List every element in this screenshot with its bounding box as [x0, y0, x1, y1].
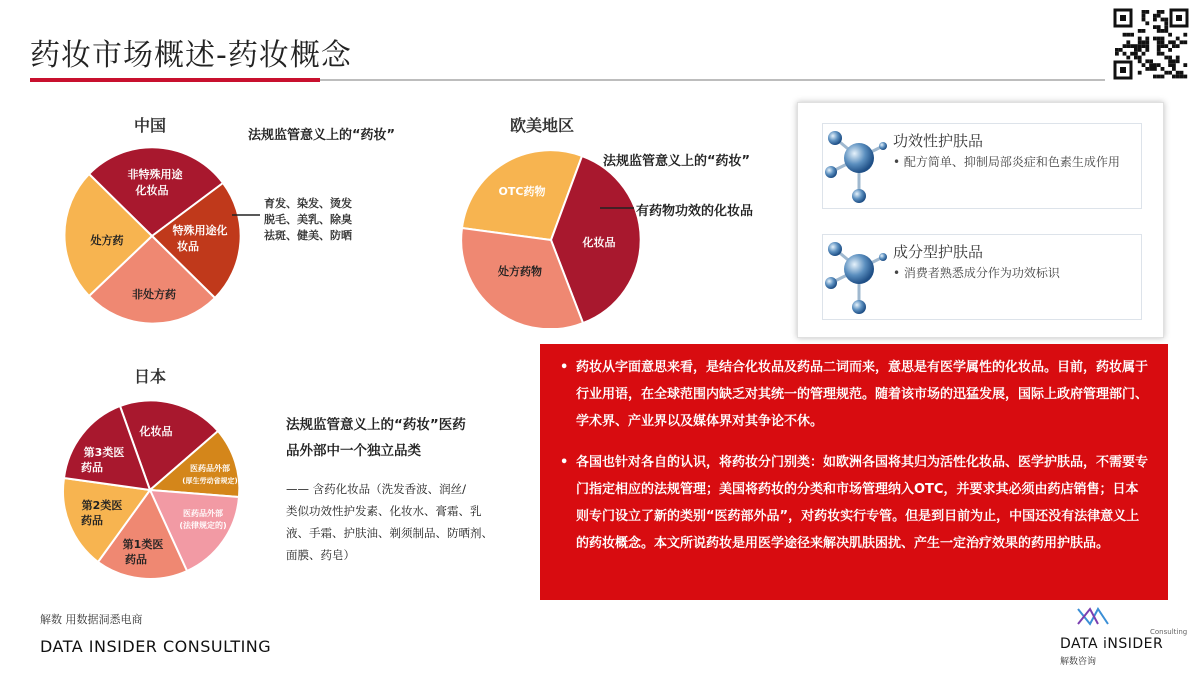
- logo-small-text: Consulting: [1150, 628, 1188, 636]
- japan-label-class3-1: 第3类医: [83, 446, 125, 459]
- summary-box: [540, 344, 1168, 600]
- japan-note-line-1: —— 含药化妆品（洗发香波、润丝/: [286, 482, 467, 496]
- china-label-special: 特殊用途化: [172, 224, 228, 237]
- logo-mark-icon: [1076, 606, 1110, 628]
- card-title: 成分型护肤品: [893, 243, 984, 261]
- japan-note-line-3: 液、手霜、护肤油、剃须制品、防晒剂、: [286, 526, 493, 540]
- west-callout-line: [600, 205, 636, 211]
- card-bullet-text: 配方简单、抑制局部炎症和色素生成作用: [903, 155, 1120, 169]
- japan-heading: [286, 412, 466, 464]
- china-callout-line-3: 祛斑、健美、防晒: [264, 229, 352, 242]
- footer-tagline: 解数 用数据洞悉电商: [40, 613, 143, 626]
- japan-label-ministry-1: 医药品外部: [190, 464, 230, 473]
- china-pie-chart: [60, 146, 250, 332]
- title-accent-bar: [30, 78, 320, 82]
- china-label-rx: 处方药: [90, 234, 124, 247]
- japan-label-class1-2: 药品: [125, 553, 147, 566]
- logo-main-text: DATA iNSIDER: [1060, 636, 1164, 652]
- japan-note-line-2: 类似功效性护发素、化妆水、膏霜、乳: [286, 504, 482, 518]
- molecule-icon: [823, 126, 893, 208]
- china-callout-line-1: 育发、染发、烫发: [264, 197, 352, 210]
- japan-region-label: 日本: [134, 367, 167, 386]
- japan-label-law-2: (法律规定的): [179, 521, 227, 530]
- japan-pie-chart: [58, 398, 248, 584]
- china-label-special-2: 妆品: [177, 240, 199, 253]
- china-label-non-special: 非特殊用途: [127, 168, 183, 181]
- west-label-rx: 处方药物: [498, 265, 542, 278]
- west-label-otc: OTC药物: [498, 185, 546, 198]
- japan-label-cosmetics: 化妆品: [139, 425, 173, 438]
- japan-label-class2-2: 药品: [81, 514, 103, 527]
- china-region-label: 中国: [134, 116, 167, 135]
- china-callout-line: [232, 212, 262, 218]
- summary-paragraph-1: • 药妆从字面意思来看，是结合化妆品及药品二词而来，意思是有医学属性的化妆品。目前，药妆属于行业用语，在全球范围内缺乏对其统一的管理规范。随着该市场的迅猛发展，国际上政府管理部门、学术界、产业界以及媒体界对其争论不休。: [560, 354, 1148, 435]
- japan-label-law-1: 医药品外部: [183, 509, 223, 518]
- brand-logo: [1060, 606, 1188, 667]
- card-functional-skincare: [822, 123, 1142, 209]
- skincare-types-panel: [797, 102, 1164, 338]
- card-title: 功效性护肤品: [893, 132, 984, 150]
- japan-label-ministry-2: (厚生劳动省规定): [182, 477, 238, 485]
- card-bullet: • 配方简单、抑制局部炎症和色素生成作用: [893, 155, 1120, 169]
- china-label-non-special-2: 化妆品: [135, 184, 169, 197]
- logo-sub-text: 解数咨询: [1060, 657, 1097, 667]
- summary-paragraph-2: • 各国也针对各自的认识，将药妆分门别类：如欧洲各国将其归为活性化妆品、医学护肤品，不需要专门指定相应的法规管理；美国将药妆的分类和市场管理纳入OTC，并要求其必须由药店销售；日本则专门设立了新的类别“医药部外品”，对药妆实行专管。但是到目前为止，中国还没有法律意义上的药妆概念。本文所说药妆是用医学途径来解决肌肤困扰、产生一定治疗效果的药用护肤品。: [560, 449, 1148, 557]
- west-heading: 法规监管意义上的“药妆”: [603, 154, 751, 169]
- card-bullet-text: 消费者熟悉成分作为功效标识: [903, 266, 1060, 280]
- japan-heading-line-2: 品外部中一个独立品类: [286, 443, 421, 459]
- west-pie-chart: [456, 138, 642, 328]
- japan-note-line-4: 面膜、药皂）: [286, 548, 355, 562]
- japan-heading-line-1: 法规监管意义上的“药妆”医药: [286, 417, 466, 433]
- china-label-otc: 非处方药: [132, 288, 176, 301]
- card-ingredient-skincare: [822, 234, 1142, 320]
- card-bullet: • 消费者熟悉成分作为功效标识: [893, 266, 1060, 280]
- west-label-cosmetics: 化妆品: [582, 236, 616, 249]
- china-callout-list: [264, 196, 352, 244]
- west-callout-text: 有药物功效的化妆品: [636, 204, 754, 219]
- japan-label-class3-2: 药品: [81, 461, 103, 474]
- japan-label-class2-1: 第2类医: [81, 499, 123, 512]
- west-region-label: 欧美地区: [510, 116, 575, 135]
- china-heading: 法规监管意义上的“药妆”: [248, 128, 396, 143]
- japan-note: [286, 478, 526, 566]
- footer-company: DATA INSIDER CONSULTING: [40, 637, 272, 656]
- molecule-icon: [823, 237, 893, 319]
- china-callout-line-2: 脱毛、美乳、除臭: [264, 213, 352, 226]
- qr-code-icon: [1113, 8, 1189, 80]
- page-title: 药妆市场概述-药妆概念: [30, 38, 352, 73]
- japan-label-class1-1: 第1类医: [122, 538, 164, 551]
